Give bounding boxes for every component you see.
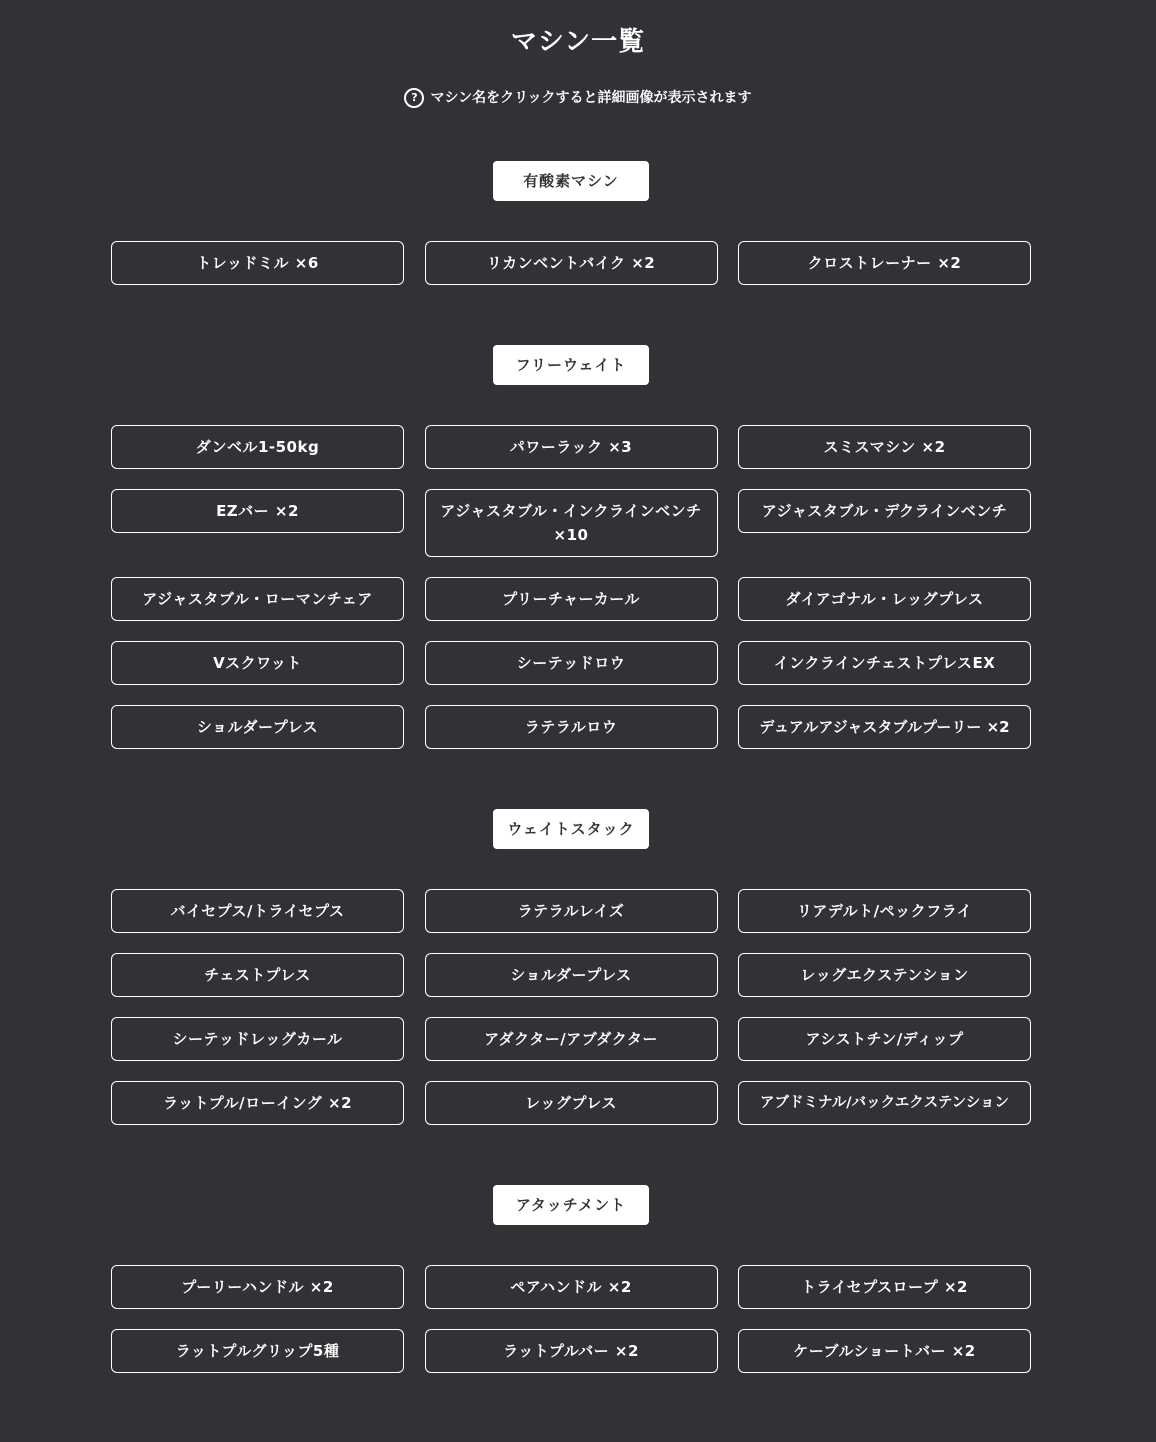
section-attachment: [111, 1185, 1031, 1373]
machine-button[interactable]: アダクター/アブダクター: [425, 1017, 718, 1061]
machine-button[interactable]: Vスクワット: [111, 641, 404, 685]
machine-button[interactable]: アブドミナル/バックエクステンション: [738, 1081, 1031, 1125]
section-label: 有酸素マシン: [493, 161, 649, 201]
machine-button[interactable]: ラットプルバー ×2: [425, 1329, 718, 1373]
machine-button[interactable]: トライセプスロープ ×2: [738, 1265, 1031, 1309]
machine-button[interactable]: チェストプレス: [111, 953, 404, 997]
machine-button[interactable]: アジャスタブル・インクラインベンチ ×10: [425, 489, 718, 557]
section-weight-stack: [111, 809, 1031, 1125]
machine-grid: [111, 425, 1031, 749]
machine-button[interactable]: ラットプルグリップ5種: [111, 1329, 404, 1373]
machine-grid: [111, 1265, 1031, 1373]
machine-button[interactable]: ダンベル1-50kg: [111, 425, 404, 469]
machine-button[interactable]: パワーラック ×3: [425, 425, 718, 469]
machine-button[interactable]: レッグプレス: [425, 1081, 718, 1125]
section-free-weight: [111, 345, 1031, 749]
machine-button[interactable]: ペアハンドル ×2: [425, 1265, 718, 1309]
machine-button[interactable]: アジャスタブル・ローマンチェア: [111, 577, 404, 621]
machine-button[interactable]: ラテラルレイズ: [425, 889, 718, 933]
section-label: フリーウェイト: [493, 345, 649, 385]
machine-button[interactable]: ショルダープレス: [425, 953, 718, 997]
machine-grid: [111, 889, 1031, 1125]
machine-button[interactable]: スミスマシン ×2: [738, 425, 1031, 469]
machine-button[interactable]: レッグエクステンション: [738, 953, 1031, 997]
machine-button[interactable]: ショルダープレス: [111, 705, 404, 749]
machine-grid: [111, 241, 1031, 285]
machine-button[interactable]: デュアルアジャスタブルプーリー ×2: [738, 705, 1031, 749]
section-cardio: [111, 161, 1031, 285]
machine-button[interactable]: リカンベントバイク ×2: [425, 241, 718, 285]
machine-button[interactable]: アジャスタブル・デクラインベンチ: [738, 489, 1031, 533]
machine-button[interactable]: シーテッドレッグカール: [111, 1017, 404, 1061]
machine-button[interactable]: ケーブルショートバー ×2: [738, 1329, 1031, 1373]
machine-button[interactable]: クロストレーナー ×2: [738, 241, 1031, 285]
machine-button[interactable]: シーテッドロウ: [425, 641, 718, 685]
page-title: マシン一覧: [510, 27, 646, 57]
machine-button[interactable]: プーリーハンドル ×2: [111, 1265, 404, 1309]
machine-button[interactable]: ラテラルロウ: [425, 705, 718, 749]
machine-button[interactable]: ダイアゴナル・レッグプレス: [738, 577, 1031, 621]
machine-button[interactable]: ラットプル/ローイング ×2: [111, 1081, 404, 1125]
section-label: アタッチメント: [493, 1185, 649, 1225]
machine-button[interactable]: インクラインチェストプレスEX: [738, 641, 1031, 685]
machine-button[interactable]: EZバー ×2: [111, 489, 404, 533]
machine-button[interactable]: トレッドミル ×6: [111, 241, 404, 285]
click-hint: [0, 86, 1156, 110]
machine-button[interactable]: プリーチャーカール: [425, 577, 718, 621]
machine-button[interactable]: リアデルト/ペックフライ: [738, 889, 1031, 933]
section-label: ウェイトスタック: [493, 809, 649, 849]
hint-text: マシン名をクリックすると詳細画像が表示されます: [430, 90, 752, 106]
machine-button[interactable]: アシストチン/ディップ: [738, 1017, 1031, 1061]
machine-button[interactable]: バイセプス/トライセプス: [111, 889, 404, 933]
question-icon: ?: [404, 88, 424, 108]
